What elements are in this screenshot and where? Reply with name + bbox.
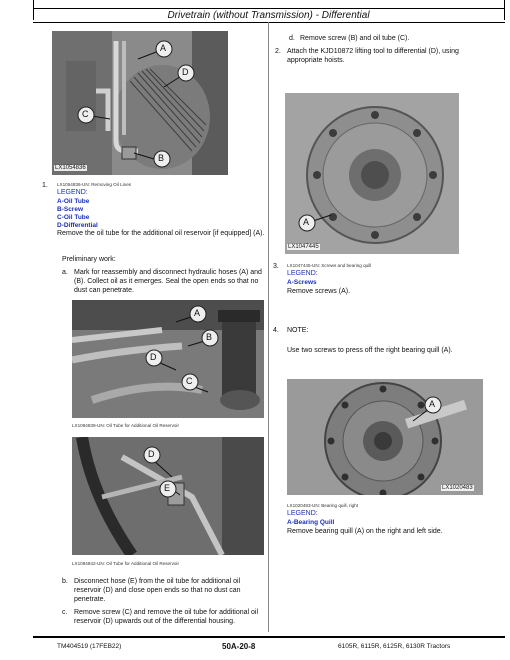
- figure-oil-tube-photo-2: [72, 437, 264, 555]
- legend-item: A-Screws: [287, 279, 317, 286]
- step-text: Attach the KJD10872 lifting tool to differential (D), using appropriate hoists.: [287, 48, 459, 64]
- note-label: NOTE:: [287, 327, 309, 334]
- page-title: Drivetrain (without Transmission) - Differential: [167, 10, 370, 21]
- legend-title: LEGEND:: [287, 510, 318, 517]
- prelim-title: Preliminary work:: [62, 256, 116, 263]
- figure-caption: LX1094839-UN: Oil Tube for Additional Oil Reservoir: [72, 423, 179, 428]
- callout-d: D: [182, 67, 189, 77]
- legend-item: D-Differential: [57, 222, 98, 229]
- step-text: Remove screw (C) and remove the oil tube for additional oil reservoir (D) upwards out of the differential housing.: [74, 609, 259, 625]
- item-marker: b.: [62, 578, 68, 585]
- footer-doc-id: TM404519 (17FEB22): [57, 643, 122, 650]
- callout-a: A: [429, 399, 436, 409]
- figure-bearing-quill-photo: [287, 379, 483, 495]
- callout-e: E: [164, 483, 171, 493]
- photo-id: LX1020483: [442, 485, 473, 491]
- photo-id: LX1047445: [288, 244, 319, 250]
- step-number: 1.: [42, 182, 48, 189]
- step-number: 2.: [275, 48, 281, 55]
- step-text: Remove screw (B) and oil tube (C).: [300, 35, 410, 42]
- column-divider: [268, 22, 269, 632]
- callout-a: A: [160, 43, 167, 53]
- header-rule-bottom: [33, 22, 505, 23]
- item-marker: a.: [62, 269, 68, 276]
- step-text: Remove the oil tube for the additional oil reservoir [if equipped] (A).: [57, 230, 265, 237]
- figure-oil-lines-photo: [52, 31, 228, 175]
- step-text: Remove bearing quill (A) on the right and left side.: [287, 528, 443, 535]
- legend-item: A-Oil Tube: [57, 198, 90, 205]
- photo-id: LX1054836: [55, 165, 86, 171]
- figure-screws-photo: [285, 93, 459, 254]
- legend-item: C-Oil Tube: [57, 214, 90, 221]
- header-rule-top: [33, 8, 505, 9]
- step-text: Remove screws (A).: [287, 288, 351, 295]
- footer-rule: [33, 636, 505, 638]
- figure-oil-tube-photo: [72, 300, 264, 418]
- step-number: 3.: [273, 263, 279, 270]
- callout-d: D: [150, 352, 157, 362]
- header-right-border: [504, 0, 505, 20]
- callout-c: C: [82, 109, 89, 119]
- figure-caption: LX1094842-UN: Oil Tube for Additional Oil Reservoir: [72, 561, 179, 566]
- figure-caption: LX1047445-UN: Screws and bearing quill: [287, 263, 372, 268]
- step-number: 4.: [273, 327, 279, 334]
- callout-b: B: [206, 332, 213, 342]
- callout-d: D: [148, 449, 155, 459]
- legend-title: LEGEND:: [287, 270, 318, 277]
- footer-models: 6105R, 6115R, 6125R, 6130R Tractors: [338, 643, 451, 650]
- step-text: Disconnect hose (E) from the oil tube for additional oil reservoir (D) and close open ends so that no dust can penetrate.: [74, 578, 241, 603]
- item-marker: d.: [289, 35, 295, 42]
- figure-caption: LX1020483-UN: Bearing quill, right: [287, 503, 358, 508]
- legend-item: B-Screw: [57, 206, 84, 213]
- callout-a: A: [194, 308, 201, 318]
- prelim-item-text: Mark for reassembly and disconnect hydraulic hoses (A) and (B). Collect oil as it emerges. Seal the open ends so that no dust can penetrate.: [74, 269, 262, 294]
- figure-caption: LX1054836-UN: Removing Oil Lines: [57, 182, 132, 187]
- legend-item: A-Bearing Quill: [287, 519, 335, 526]
- item-marker: c.: [62, 609, 68, 616]
- callout-a: A: [303, 217, 310, 227]
- note-text: Use two screws to press off the right bearing quill (A).: [287, 347, 453, 354]
- legend-title: LEGEND:: [57, 189, 88, 196]
- callout-b: B: [158, 153, 165, 163]
- footer-page-number: 50A-20-8: [222, 642, 256, 651]
- callout-c: C: [186, 376, 193, 386]
